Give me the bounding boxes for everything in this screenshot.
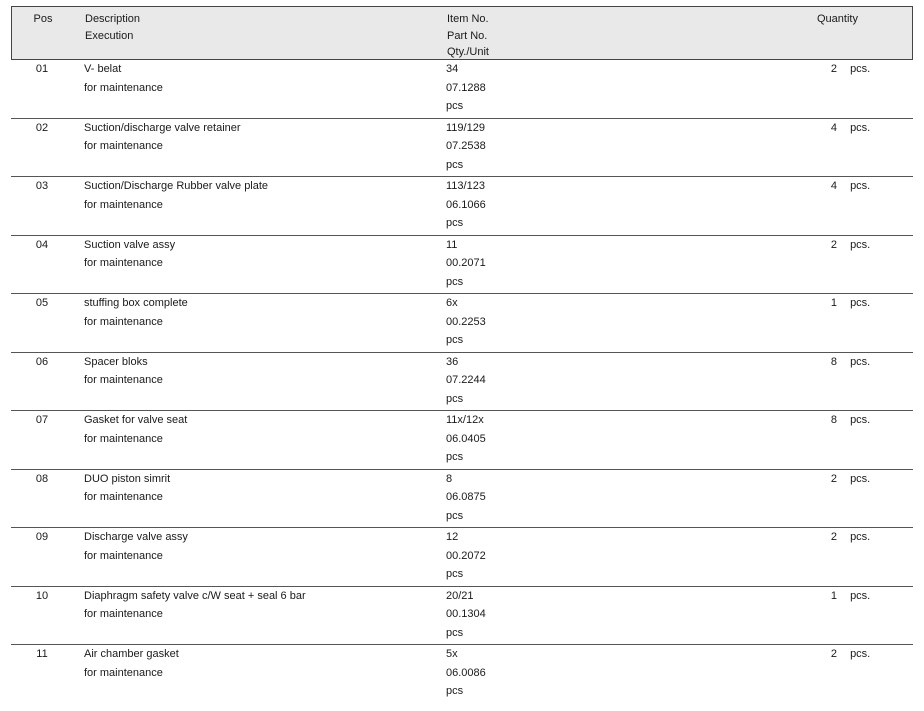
row-execution: for maintenance [84,549,163,562]
row-description: Suction/discharge valve retainer [84,121,241,134]
row-item-block [446,177,486,233]
row-description: V- belat [84,63,122,75]
table-body [11,60,913,704]
row-item-block [446,587,486,643]
row-unit: pcs [446,509,464,522]
row-execution: for maintenance [84,81,163,94]
table-row [11,119,913,178]
row-description: DUO piston simrit [84,472,171,485]
row-description-block [84,236,175,273]
row-item-no: 11x/12x [446,414,484,426]
row-unit: pcs [446,451,464,463]
row-quantity [823,353,903,372]
row-part-no: 00.2253 [446,315,486,328]
row-quantity-unit: pcs. [850,531,871,543]
row-pos: 08 [35,472,49,485]
table-row [11,236,913,295]
row-quantity [823,119,903,138]
row-description: Spacer bloks [84,355,148,368]
row-unit: pcs [446,685,464,697]
row-unit: pcs [446,568,464,580]
row-quantity-value: 8 [830,414,837,426]
row-quantity-unit: pcs. [850,648,871,660]
row-quantity [823,528,903,547]
table-row [11,294,913,353]
row-quantity [823,236,903,255]
row-quantity [823,645,903,664]
row-item-block [446,294,486,350]
row-part-no: 06.1066 [446,198,486,211]
row-item-no: 119/129 [446,121,485,134]
row-description: Diaphragm safety valve c/W seat + seal 6 bar [84,589,306,602]
row-pos: 05 [35,297,49,309]
table-row [11,353,913,412]
row-quantity-unit: pcs. [850,297,871,309]
row-item-block [446,411,486,467]
row-execution: for maintenance [84,491,163,503]
header-part-no: Part No. [447,29,488,42]
row-unit: pcs [446,100,464,112]
row-unit: pcs [446,334,464,346]
parts-table [11,6,913,704]
row-pos: 09 [35,531,49,543]
row-quantity-unit: pcs. [850,589,871,602]
row-item-no: 5x [446,648,458,660]
row-description-block [84,353,163,390]
row-part-no: 07.2244 [446,374,486,386]
row-pos: 11 [36,648,48,660]
row-description-block [84,470,170,507]
row-quantity-value: 4 [830,180,837,192]
row-item-no: 11 [446,238,458,251]
header-description-block [85,11,140,44]
row-part-no: 06.0875 [446,491,486,503]
row-description-block [84,177,268,214]
row-unit: pcs [446,626,464,639]
row-part-no: 00.1304 [446,608,486,620]
row-quantity [823,177,903,196]
row-item-no: 113/123 [446,180,485,192]
row-execution: for maintenance [84,257,163,269]
row-quantity-value: 4 [830,121,837,134]
row-part-no: 07.1288 [446,81,486,94]
row-quantity-value: 1 [830,297,837,309]
row-description-block [84,119,241,156]
row-item-no: 12 [446,531,459,543]
row-item-block [446,470,486,526]
row-pos: 10 [35,589,49,602]
row-description: Air chamber gasket [84,648,179,660]
row-pos: 06 [35,355,49,368]
row-description: Suction valve assy [84,238,176,251]
row-item-no: 34 [446,63,459,75]
row-quantity-value: 2 [830,238,837,251]
row-item-block [446,528,486,584]
row-description-block [84,587,306,624]
row-execution: for maintenance [84,666,163,679]
row-quantity [823,60,903,79]
table-row [11,645,913,704]
row-item-no: 20/21 [446,589,474,602]
row-part-no: 06.0405 [446,432,486,445]
row-pos: 01 [35,63,49,75]
row-execution: for maintenance [84,608,163,620]
row-item-no: 8 [446,472,453,485]
row-item-block [446,353,486,409]
table-row [11,177,913,236]
row-quantity-value: 2 [830,531,837,543]
header-execution: Execution [85,29,134,42]
header-item-no: Item No. [447,13,489,25]
row-unit: pcs [446,217,464,229]
row-description: Suction/Discharge Rubber valve plate [84,180,269,192]
row-description-block [84,294,188,331]
row-quantity-unit: pcs. [850,121,871,134]
row-quantity [823,294,903,313]
row-execution: for maintenance [84,315,163,328]
row-quantity-value: 2 [830,63,837,75]
row-item-block [446,60,486,116]
row-part-no: 00.2072 [446,549,486,562]
row-execution: for maintenance [84,198,163,211]
row-part-no: 00.2071 [446,257,486,269]
header-qty-unit: Qty./Unit [447,46,489,58]
row-item-block [446,645,486,701]
row-quantity [823,411,903,430]
row-description-block [84,60,163,97]
table-row [11,528,913,587]
row-execution: for maintenance [84,432,163,445]
table-row [11,470,913,529]
row-quantity-unit: pcs. [850,180,871,192]
row-pos: 07 [35,414,49,426]
row-part-no: 06.0086 [446,666,486,679]
row-item-no: 6x [446,297,458,309]
row-quantity-unit: pcs. [850,414,871,426]
row-pos: 04 [35,238,49,251]
row-quantity [823,470,903,489]
row-quantity [823,587,903,606]
table-row [11,60,913,119]
row-description: Gasket for valve seat [84,414,188,426]
row-description-block [84,528,188,565]
row-unit: pcs [446,275,464,288]
row-quantity-unit: pcs. [850,238,871,251]
row-quantity-unit: pcs. [850,355,871,368]
row-unit: pcs [446,392,464,405]
row-description: stuffing box complete [84,297,188,309]
header-description: Description [85,13,141,25]
table-row [11,411,913,470]
row-quantity-unit: pcs. [850,63,871,75]
row-quantity-value: 8 [830,355,837,368]
row-quantity-value: 2 [830,648,837,660]
header-quantity: Quantity [817,13,858,25]
header-pos: Pos [33,13,53,25]
row-item-block [446,236,486,292]
row-description-block [84,411,187,448]
row-execution: for maintenance [84,140,163,152]
row-quantity-value: 2 [830,472,837,485]
row-item-block [446,119,486,175]
row-pos: 03 [35,180,49,192]
row-unit: pcs [446,158,464,171]
table-row [11,587,913,646]
row-description-block [84,645,179,682]
row-quantity-value: 1 [830,589,837,602]
row-description: Discharge valve assy [84,531,188,543]
row-execution: for maintenance [84,374,163,386]
row-pos: 02 [35,121,49,134]
row-part-no: 07.2538 [446,140,486,152]
header-item-block [447,11,489,61]
row-quantity-unit: pcs. [850,472,871,485]
table-header [11,6,913,60]
row-item-no: 36 [446,355,459,368]
